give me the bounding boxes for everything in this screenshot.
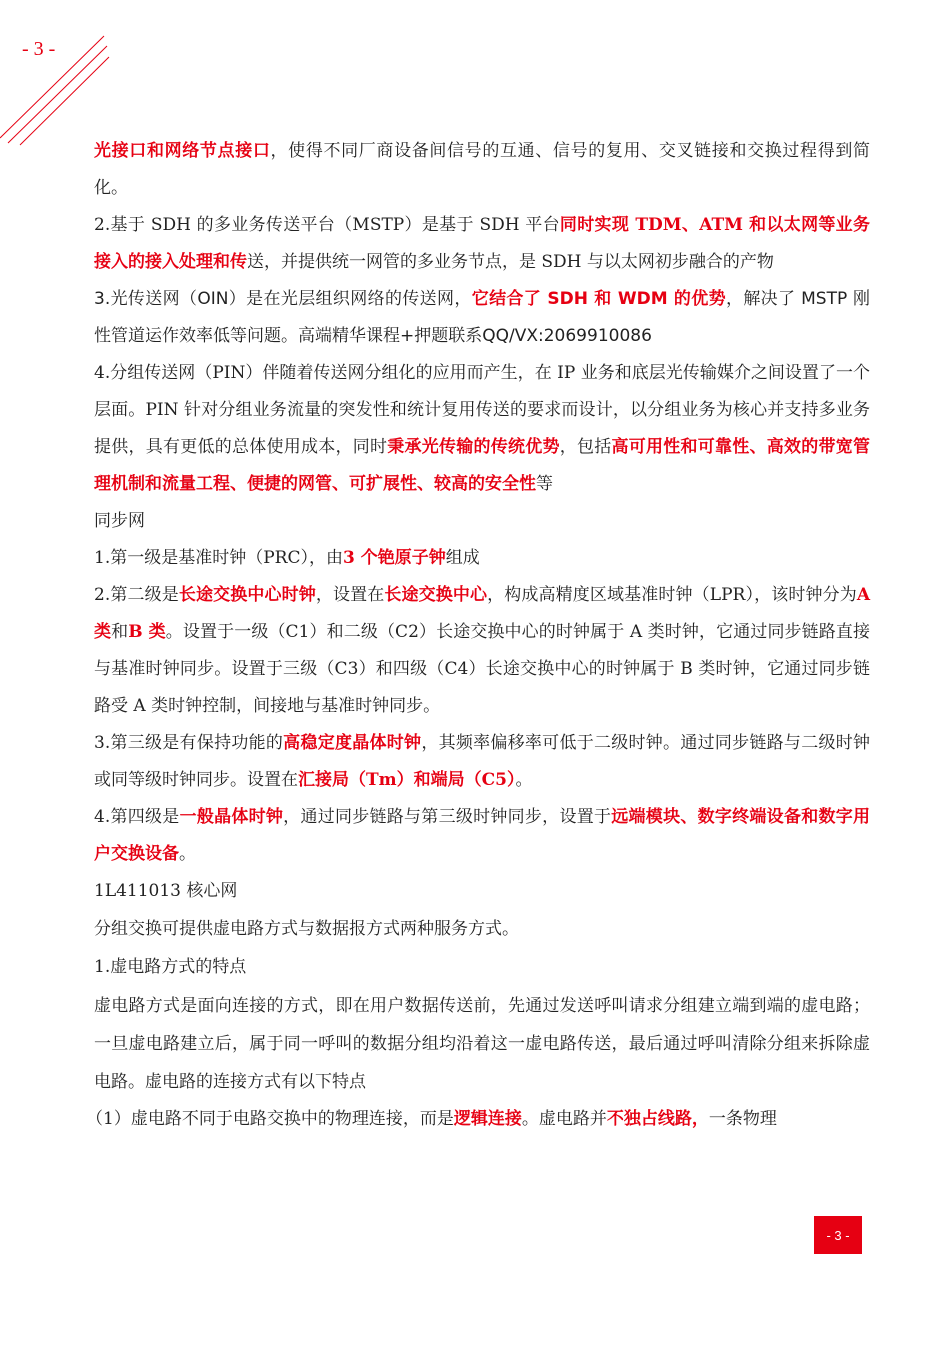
paragraph [94,799,870,873]
body-text: 3.第三级是有保持功能的 [94,733,284,753]
highlight-text: 高可用性和可靠性、高效的带宽管理机制和流量工程、便捷的网管、可扩展性、较高的安全性 [94,437,870,494]
body-text: 。 [179,844,196,864]
highlight-text: 长途交换中心时钟 [178,585,316,605]
paragraph [94,355,870,503]
body-text: 分组交换可提供虚电路方式与数据报方式两种服务方式。 [94,919,519,939]
body-text: ，设置在 [315,585,385,605]
body-text: ，包括 [559,437,612,457]
section-heading [94,503,870,540]
body-text: 。 [515,770,533,790]
paragraph [94,281,870,355]
body-text: 4.分组传送网（PIN）伴随着传送网分组化的应用而产生，在 IP 业务和底层光传输媒介之间设置了一个层面。PIN 针对分组业务流量的突发性和统计复用传送的要求而设计，以分组业务为核心并支持多业务提供，具有更低的总体使用成本，同时 [94,363,870,457]
highlight-text: 不独占线路， [606,1109,709,1129]
body-text: 和 [111,622,129,642]
body-text: 等 [536,474,553,494]
highlight-text: 同时实现 TDM、ATM 和以太网等业务接入的接入处理和传 [94,215,870,272]
body-text: 。虚电路并 [521,1109,607,1129]
paragraph [94,133,870,207]
body-text: 送，并提供统一网管的多业务节点，是 SDH 与以太网初步融合的产物 [247,252,774,272]
highlight-text: 秉承光传输的传统优势 [387,437,560,457]
paragraph [94,725,870,799]
section-heading [94,949,870,986]
body-text: 虚电路方式是面向连接的方式，即在用户数据传送前，先通过发送呼叫请求分组建立端到端的虚电路；一旦虚电路建立后，属于同一呼叫的数据分组均沿着这一虚电路传送，最后通过呼叫清除分组来拆除虚电路。虚电路的连接方式有以下特点 [94,996,870,1092]
highlight-text: 逻辑连接 [453,1109,522,1129]
corner-decoration [0,0,120,150]
paragraph [94,207,870,281]
paragraph [94,540,870,577]
body-text: 一条物理 [708,1109,777,1129]
body-text: 4.第四级是 [94,807,180,827]
paragraph [86,1101,870,1138]
section-heading [94,873,870,910]
highlight-text: 一般晶体时钟 [179,807,284,827]
paragraph [94,577,870,725]
body-text: ，使得不同厂商设备间信号的互通、信号的复用、交叉链接和交换过程得到简化。 [94,141,871,198]
body-text: 3.光传送网（OIN）是在光层组织网络的传送网， [94,289,472,309]
paragraph [94,911,870,948]
body-text: 1.第一级是基准时钟（PRC），由 [94,548,343,568]
body-text: 1.虚电路方式的特点 [94,957,247,977]
highlight-text: 光接口和网络节点接口 [94,141,271,161]
footer-page-number: - 3 - [814,1216,862,1254]
header-page-number: - 3 - [22,38,56,60]
highlight-text: 汇接局（Tm）和端局（C5） [298,770,516,790]
document-body [86,133,871,1138]
body-text: （1）虚电路不同于电路交换中的物理连接，而是 [86,1109,454,1129]
highlight-text: 3 个铯原子钟 [342,548,446,568]
highlight-text: 高稳定度晶体时钟 [283,733,422,753]
highlight-text: 长途交换中心 [384,585,488,605]
paragraph [94,987,870,1101]
highlight-text: A 类 [94,585,871,642]
body-text: 组成 [445,548,480,568]
body-text: 2.第二级是 [94,585,179,605]
body-text: 2.基于 SDH 的多业务传送平台（MSTP）是基于 SDH 平台 [94,215,560,235]
highlight-text: B 类 [128,622,166,642]
body-text: 1L411013 核心网 [94,881,238,901]
highlight-text: 它结合了 SDH 和 WDM 的优势 [471,289,726,309]
body-text: ，构成高精度区域基准时钟（LPR），该时钟分为 [487,585,857,605]
body-text: 同步网 [94,511,145,531]
body-text: ，通过同步链路与第三级时钟同步，设置于 [283,807,612,827]
body-text: ，其频率偏移率可低于二级时钟。通过同步链路与二级时钟或同等级时钟同步。设置在 [94,733,870,790]
highlight-text: 远端模块、数字终端设备和数字用户交换设备 [94,807,871,864]
body-text: 。设置于一级（C1）和二级（C2）长途交换中心的时钟属于 A 类时钟，它通过同步链路直接与基准时钟同步。设置于三级（C3）和四级（C4）长途交换中心的时钟属于 B 类时钟，它通过同步链路受 A 类时钟控制，间接地与基准时钟同步。 [94,622,871,716]
body-text: ，解决了 MSTP 刚性管道运作效率低等问题。高端精华课程+押题联系QQ/VX:2069910086 [94,289,870,346]
